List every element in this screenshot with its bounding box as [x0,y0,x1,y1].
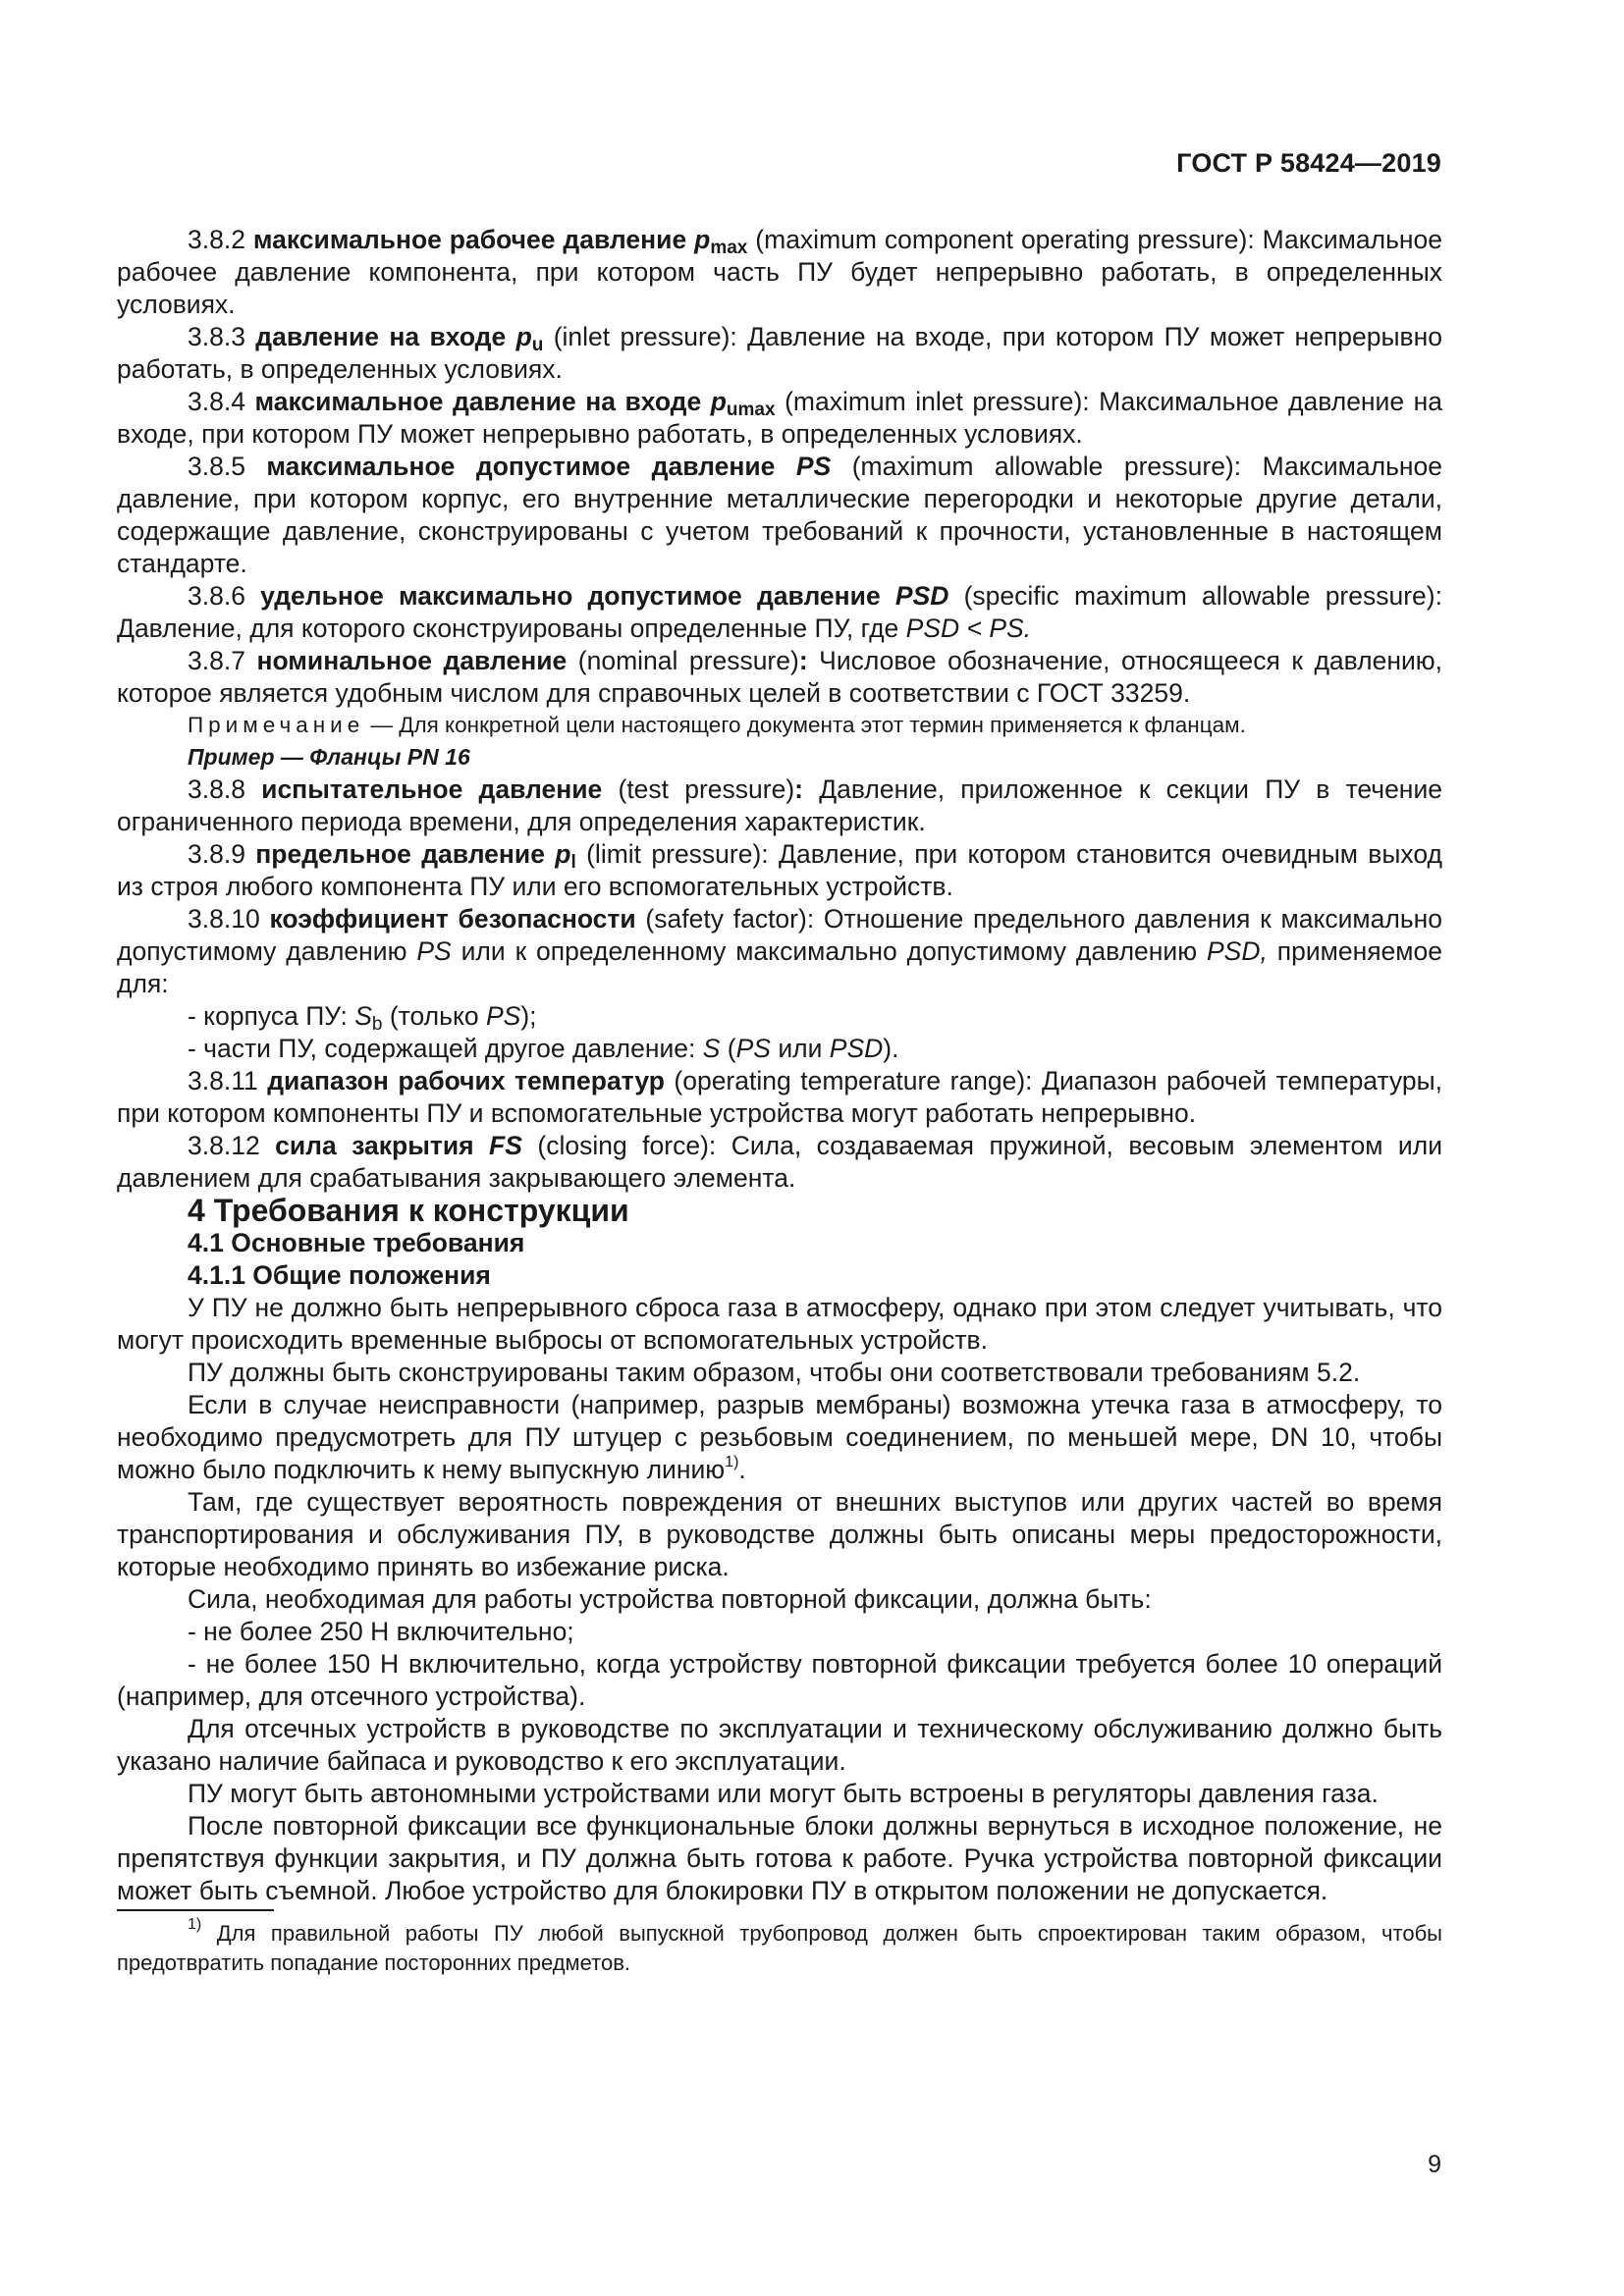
symbol: PS [795,452,832,481]
term: давление на входе [255,322,516,351]
definition-3-8-10: 3.8.10 коэффициент безопасности (safety factor): Отношение предельного давления к максимально допустимому давлению PS или к определенному максимально допустимому давлению PSD, применяемое для: [117,904,1442,998]
page-body [117,224,1442,1978]
subscript: max [710,238,748,258]
body-paragraph: После повторной фиксации все функциональные блоки должны вернуться в исходное положение, не препятствуя функции закрытия, и ПУ должна быть готова к работе. Ручка устройства повторной фиксации может быть съемной. Любое устройство для блокировки ПУ в открытом положении не допускается. [117,1811,1442,1905]
symbol: FS [489,1131,522,1160]
note: Примечание — Для конкретной цели настоящего документа этот термин применяется к фланцам. [188,713,1246,737]
definition-3-8-5: 3.8.5 максимальное допустимое давление PS (maximum allowable pressure): Максимальное давление, при котором корпус, его внутренние металлические перегородки и некоторые другие детали, содержащие давление, сконструированы с учетом требований к прочности, установленные в настоящем стандарте. [117,452,1442,578]
term: диапазон рабочих температур [267,1066,665,1095]
subscript: u [531,335,544,355]
term: максимальное давление на входе [254,387,711,416]
term: удельное максимально допустимое давление [260,581,895,611]
footnote: $^{1)}$ Для правильной работы ПУ любой выпускной трубопровод должен быть спроектирован таким образом, чтобы предотвратить попадание посторонних предметов. [117,1916,1442,1975]
list-item: - не более 150 Н включительно, когда устройству повторной фиксации требуется более 10 операций (например, для отсечного устройства). [117,1649,1442,1711]
definition-3-8-2: 3.8.2 максимальное рабочее давление $p_{max}$ (maximum component operating pressure): Максимальное рабочее давление компонента, при котором часть ПУ будет непрерывно работать, в определенных условиях. [117,225,1443,319]
symbol: PSD [894,581,949,611]
definition-3-8-8: 3.8.8 испытательное давление (test pressure): Давление, приложенное к секции ПУ в течение ограниченного периода времени, для определения характеристик. [117,774,1442,836]
definition-3-8-4: 3.8.4 максимальное давление на входе $p_{umax}$ (maximum inlet pressure): Максимальное давление на входе, при котором ПУ может непрерывно работать, в определенных условиях. [117,387,1442,449]
body-paragraph: Там, где существует вероятность повреждения от внешних выступов или других частей во время транспортирования и обслуживания ПУ, в руководстве должны быть описаны меры предосторожности, которые необходимо принять во избежание риска. [117,1487,1442,1581]
note-label: Примечание [188,713,365,737]
body-paragraph: У ПУ не должно быть непрерывного сброса газа в атмосферу, однако при этом следует учитывать, что могут происходить временные выбросы от вспомогательных устройств. [117,1293,1442,1355]
subscript: l [570,852,576,873]
list-item: - корпуса ПУ: $S_b$ (только PS); [188,1001,537,1035]
definition-3-8-9: 3.8.9 предельное давление $p_l$ (limit pressure): Давление, при котором становится очевидным выход из строя любого компонента ПУ или его вспомогательных устройств. [117,839,1442,901]
example: Пример — Фланцы PN 16 [188,744,470,770]
term: максимальное рабочее давление [252,225,695,254]
body-paragraph: ПУ должны быть сконструированы таким образом, чтобы они соответствовали требованиям 5.2. [188,1358,1361,1387]
term: номинальное давление [256,646,568,675]
subsection-heading: 4.1 Основные требования [188,1228,525,1257]
symbol: p [515,322,532,351]
document-header: ГОСТ Р 58424—2019 [1176,148,1441,178]
body-paragraph: Для отсечных устройств в руководстве по эксплуатации и техническому обслуживанию должно быть указано наличие байпаса и руководство к его эксплуатации. [117,1714,1442,1776]
section-heading: 4 Требования к конструкции [188,1193,629,1228]
expression: PSD < PS. [905,614,1032,643]
definition-3-8-6: 3.8.6 удельное максимально допустимое давление PSD (specific maximum allowable pressure): Давление, для которого сконструированы определенные ПУ, где PSD < PS. [117,581,1442,643]
list-item: - части ПУ, содержащей другое давление: S (PS или PSD). [188,1034,899,1063]
footnote-mark: 1) [188,1916,202,1933]
symbol: p [710,387,727,416]
clause-heading: 4.1.1 Общие положения [188,1260,491,1290]
definition-3-8-11: 3.8.11 диапазон рабочих температур (operating temperature range): Диапазон рабочей температуры, при котором компоненты ПУ и вспомогательные устройства могут работать непрерывно. [117,1066,1442,1128]
definition-3-8-7: 3.8.7 номинальное давление (nominal pressure): Числовое обозначение, относящееся к давлению, которое является удобным числом для справочных целей в соответствии с ГОСТ 33259. [117,646,1442,708]
term: сила закрытия [275,1131,490,1160]
body-paragraph: ПУ могут быть автономными устройствами или могут быть встроены в регуляторы давления газа. [188,1779,1379,1808]
definition-3-8-3: 3.8.3 давление на входе $p_u$ (inlet pressure): Давление на входе, при котором ПУ может непрерывно работать, в определенных условиях. [117,322,1442,384]
term: испытательное давление [261,774,603,804]
term: максимальное допустимое давление [266,452,796,481]
list-item: - не более 250 Н включительно; [188,1617,574,1646]
subscript: umax [726,400,776,420]
symbol: p [694,225,711,254]
symbol: p [555,839,571,869]
term: предельное давление [255,839,556,869]
term: коэффициент безопасности [269,904,636,934]
body-paragraph: Сила, необходимая для работы устройства повторной фиксации, должна быть: [188,1584,1152,1614]
footnote-separator [117,1909,274,1911]
footnote-ref: 1) [725,1454,739,1470]
definition-3-8-12: 3.8.12 сила закрытия FS (closing force): Сила, создаваемая пружиной, весовым элементом или давлением для срабатывания закрывающего элемента. [117,1131,1442,1193]
body-paragraph: Если в случае неисправности (например, разрыв мембраны) возможна утечка газа в атмосферу, то необходимо предусмотреть для ПУ штуцер с резьбовым соединением, по меньшей мере, DN 10, чтобы можно было подключить к нему выпускную линию$^{1)}$. [117,1390,1442,1484]
page-number: 9 [1428,2151,1441,2178]
